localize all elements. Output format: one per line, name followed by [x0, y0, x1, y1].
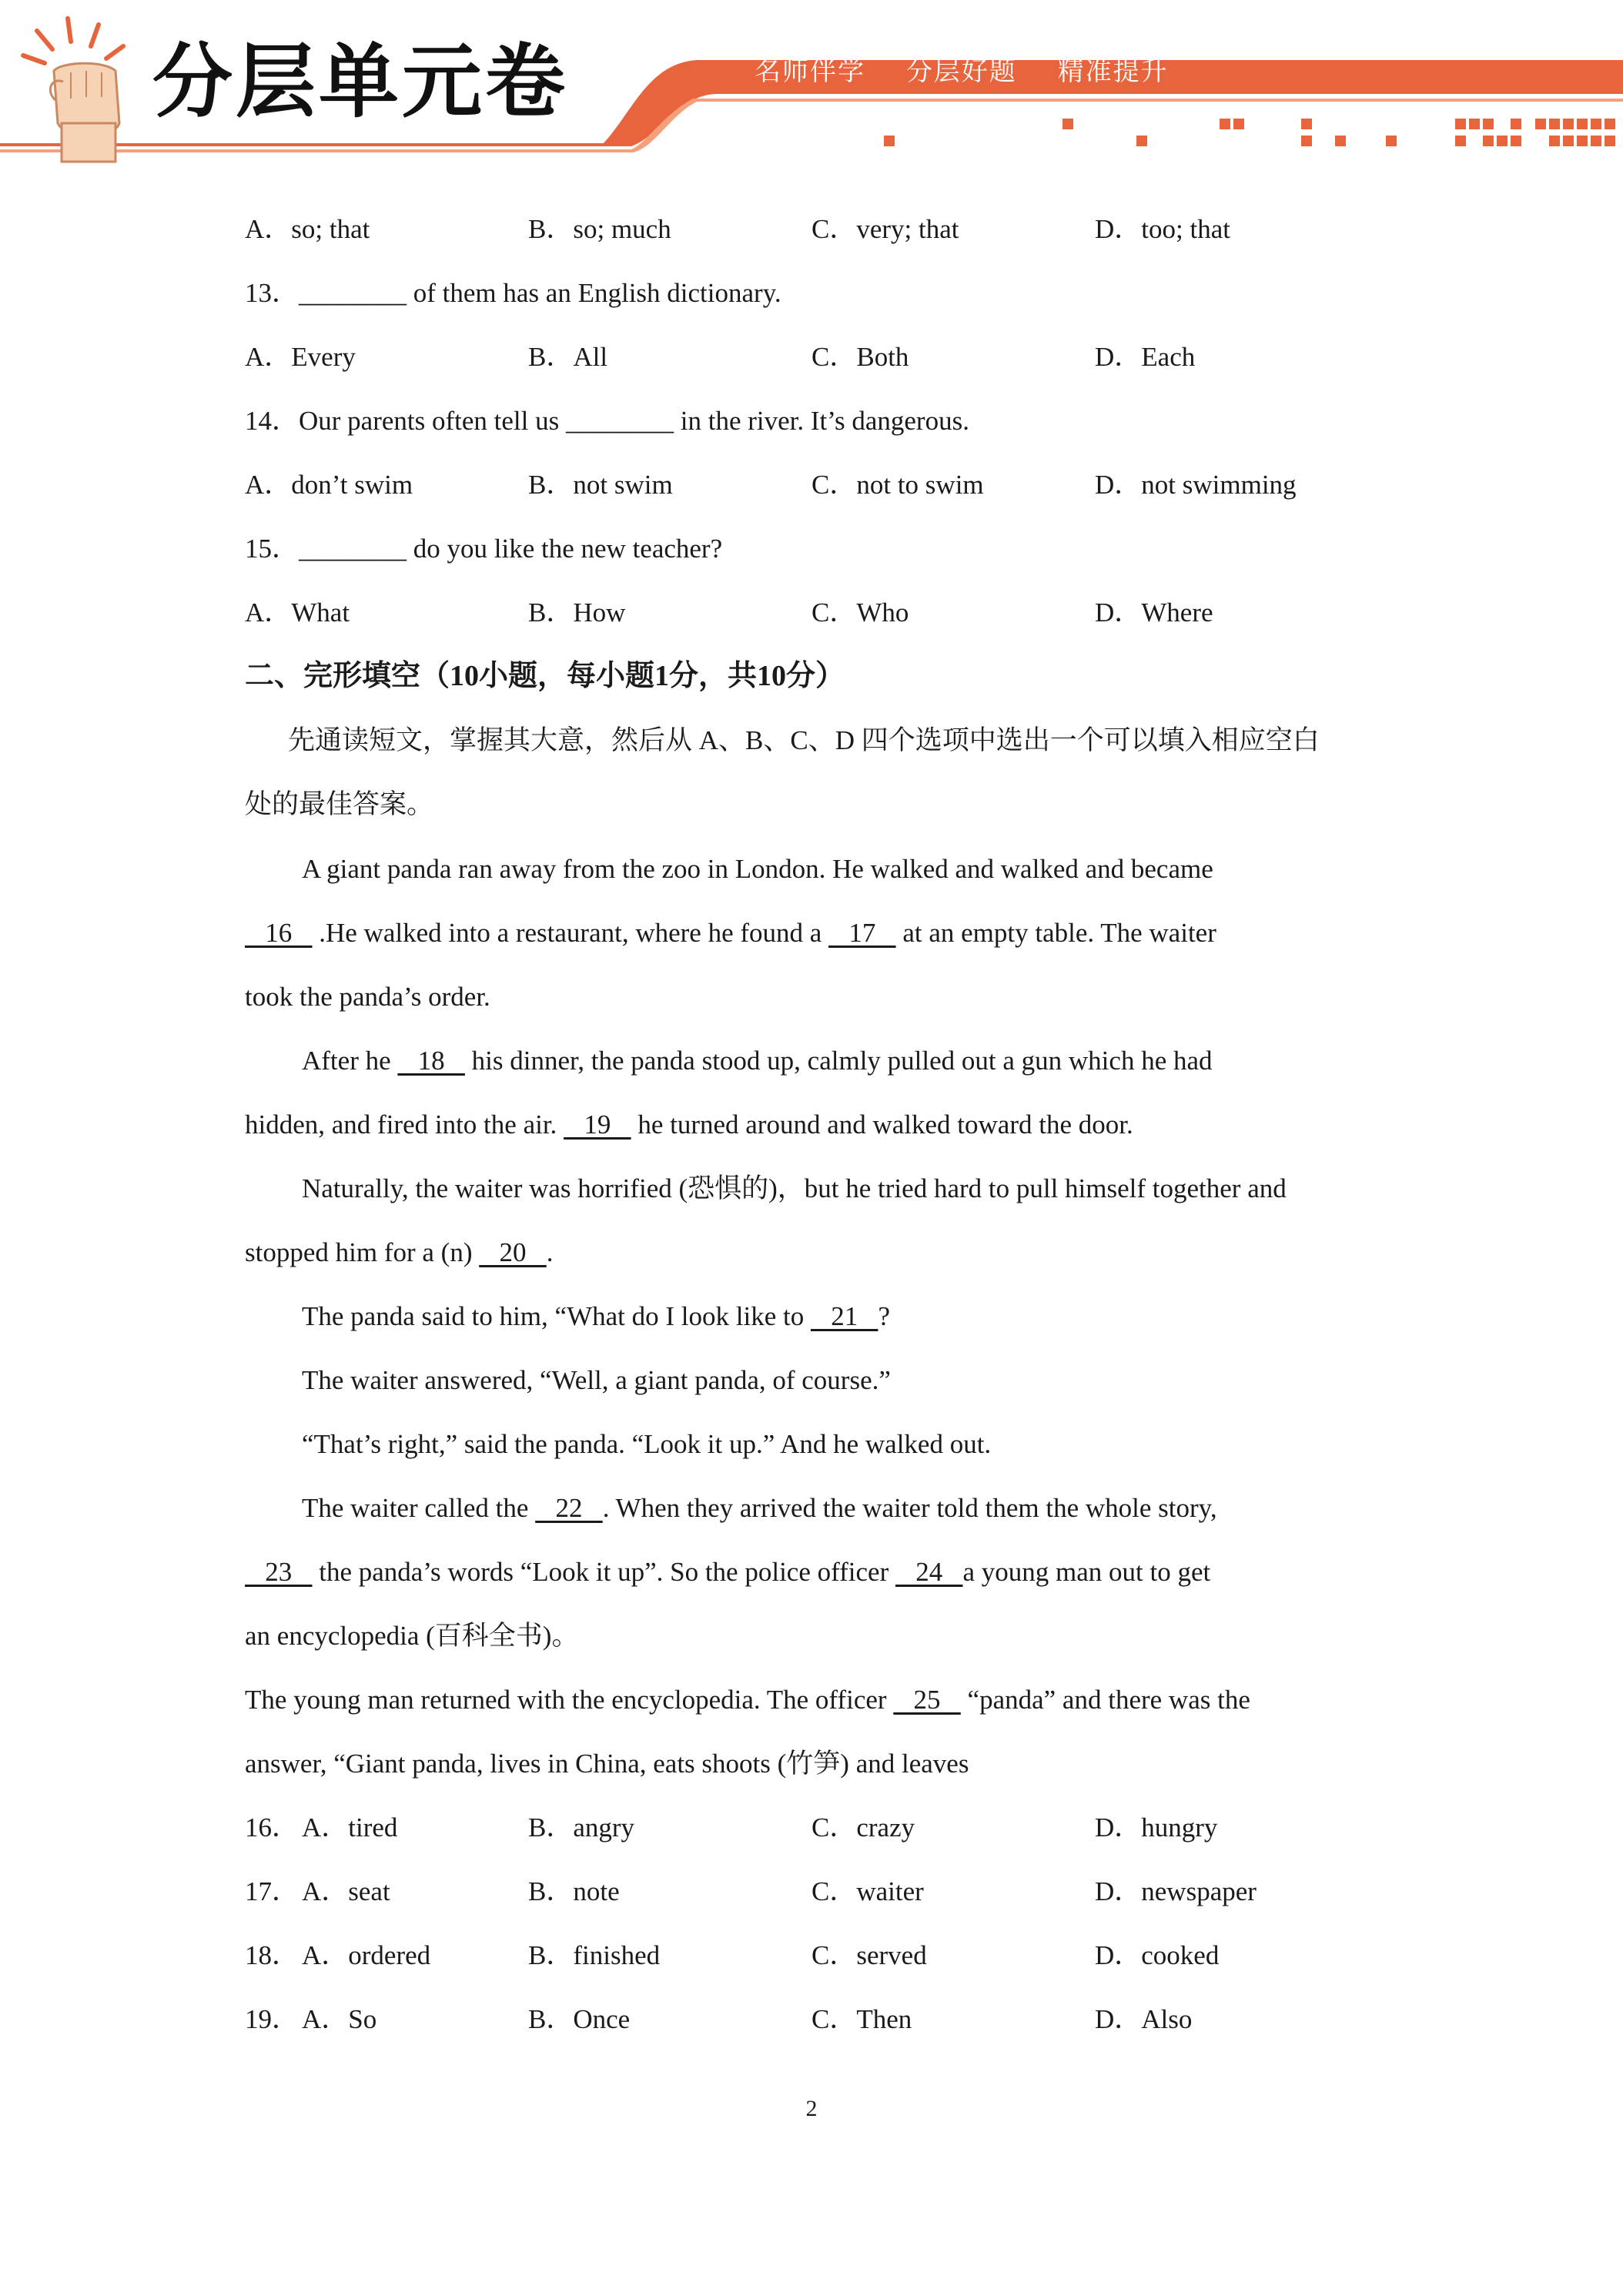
q15-stem [245, 534, 722, 564]
q19-option-a[interactable]: A．So [302, 2004, 377, 2034]
passage-text: The panda said to him, “What do I look like to [302, 1301, 811, 1331]
passage-line [245, 1237, 553, 1268]
question-text: 14．Our parents often tell us [245, 406, 566, 436]
slogan-1: 名师伴学 [755, 56, 865, 87]
question-number: 19． [245, 2004, 300, 2034]
q12-option-a[interactable]: A．so; that [245, 214, 370, 244]
q15-option-d[interactable]: D．Where [1095, 597, 1213, 628]
slogan-2: 分层好题 [905, 56, 1017, 87]
q19-option-d[interactable]: D．Also [1095, 2004, 1193, 2034]
blank-17[interactable]: 17 [828, 918, 896, 948]
brand-title: 分层单元卷 [152, 35, 569, 129]
q18-option-a[interactable]: A．ordered [302, 1940, 431, 1970]
passage-text: ? [878, 1301, 890, 1331]
passage-text: the panda’s words “Look it up”. So the police officer [312, 1557, 895, 1587]
q12-option-b[interactable]: B．so; much [528, 214, 671, 244]
slogan-3: 精准提升 [1057, 56, 1169, 87]
q12-option-d[interactable]: D．too; that [1095, 214, 1230, 244]
question-text: in the river. It’s dangerous. [674, 406, 969, 436]
page-header [0, 0, 1623, 177]
q14-option-c[interactable]: C．not to swim [812, 470, 984, 500]
q17-option-a[interactable]: A．seat [302, 1876, 390, 1906]
q13-stem [245, 278, 781, 309]
passage-line [302, 1493, 1217, 1524]
passage-line: A giant panda ran away from the zoo in London. He walked and walked and became [302, 854, 1213, 884]
q16-option-a[interactable]: A．tired [302, 1812, 398, 1842]
answer-blank: ________ [299, 278, 407, 308]
blank-18[interactable]: 18 [397, 1046, 465, 1076]
blank-25[interactable]: 25 [893, 1685, 961, 1715]
passage-line [245, 1557, 1210, 1588]
q16-option-b[interactable]: B．angry [528, 1812, 635, 1842]
question-number: 15． [245, 534, 300, 564]
passage-line: an encyclopedia (百科全书)。 [245, 1621, 579, 1651]
q15-option-a[interactable]: A．What [245, 597, 350, 628]
passage-text: After he [302, 1046, 398, 1076]
q13-option-c[interactable]: C．Both [812, 342, 909, 372]
passage-line [302, 1301, 890, 1332]
header-slogans [755, 56, 1200, 87]
passage-text: “panda” and there was the [960, 1685, 1250, 1715]
q19-option-c[interactable]: C．Then [812, 2004, 912, 2034]
passage-text: The waiter called the [302, 1493, 536, 1523]
passage-text: . [546, 1237, 554, 1267]
blank-16[interactable]: 16 [245, 918, 313, 948]
q15-option-c[interactable]: C．Who [812, 597, 909, 628]
q17-option-d[interactable]: D．newspaper [1095, 1876, 1257, 1906]
q14-stem [245, 406, 969, 437]
blank-19[interactable]: 19 [564, 1110, 631, 1140]
answer-blank: ________ [299, 534, 407, 564]
page-number: 2 [805, 2096, 818, 2121]
q19-option-b[interactable]: B．Once [528, 2004, 631, 2034]
blank-23[interactable]: 23 [245, 1557, 313, 1587]
section-instructions-line1: 先通读短文，掌握其大意，然后从 A、B、C、D 四个选项中选出一个可以填入相应空白 [288, 725, 1320, 755]
question-text: do you like the new teacher? [407, 534, 723, 564]
question-number: 13． [245, 278, 300, 308]
passage-line [245, 1110, 1133, 1140]
q12-option-c[interactable]: C．very; that [812, 214, 959, 244]
passage-text: hidden, and fired into the air. [245, 1110, 564, 1140]
blank-21[interactable]: 21 [810, 1301, 878, 1331]
q14-option-b[interactable]: B．not swim [528, 470, 673, 500]
passage-line [245, 1685, 1250, 1715]
passage-line: Naturally, the waiter was horrified (恐惧的)，but he tried hard to pull himself together and [302, 1173, 1287, 1203]
passage-text: . When they arrived the waiter told them the whole story, [602, 1493, 1217, 1523]
question-number: 18． [245, 1940, 300, 1970]
q14-option-a[interactable]: A．don’t swim [245, 470, 413, 500]
passage-line: “That’s right,” said the panda. “Look it up.” And he walked out. [302, 1429, 992, 1459]
passage-text: .He walked into a restaurant, where he found a [312, 918, 829, 948]
passage-line [245, 918, 1216, 949]
q18-option-c[interactable]: C．served [812, 1940, 927, 1970]
passage-line: The waiter answered, “Well, a giant panda, of course.” [302, 1365, 891, 1395]
q17-option-b[interactable]: B．note [528, 1876, 620, 1906]
q17-option-c[interactable]: C．waiter [812, 1876, 924, 1906]
question-number: 17． [245, 1876, 300, 1906]
q18-option-d[interactable]: D．cooked [1095, 1940, 1220, 1970]
q16-option-d[interactable]: D．hungry [1095, 1812, 1218, 1842]
passage-line: answer, “Giant panda, lives in China, eats shoots (竹笋) and leaves [245, 1749, 969, 1779]
q18-option-b[interactable]: B．finished [528, 1940, 661, 1970]
blank-24[interactable]: 24 [895, 1557, 963, 1587]
q14-option-d[interactable]: D．not swimming [1095, 470, 1297, 500]
passage-text: he turned around and walked toward the door. [631, 1110, 1133, 1140]
section-instructions-line2: 处的最佳答案。 [245, 789, 434, 819]
passage-text: at an empty table. The waiter [895, 918, 1216, 948]
answer-blank: ________ [566, 406, 674, 436]
fist-logo-icon [8, 8, 154, 169]
q13-option-b[interactable]: B．All [528, 342, 608, 372]
blank-20[interactable]: 20 [479, 1237, 547, 1267]
passage-text: The young man returned with the encyclopedia. The officer [245, 1685, 894, 1715]
passage-line [302, 1046, 1213, 1076]
section-heading: 二、完形填空（10小题，每小题1分，共10分） [245, 660, 845, 692]
blank-22[interactable]: 22 [535, 1493, 603, 1523]
passage-text: a young man out to get [962, 1557, 1211, 1587]
q13-option-d[interactable]: D．Each [1095, 342, 1196, 372]
passage-text: stopped him for a (n) [245, 1237, 480, 1267]
passage-text: his dinner, the panda stood up, calmly pulled out a gun which he had [464, 1046, 1213, 1076]
q16-option-c[interactable]: C．crazy [812, 1812, 915, 1842]
question-text: of them has an English dictionary. [407, 278, 781, 308]
passage-line: took the panda’s order. [245, 982, 490, 1012]
question-number: 16． [245, 1812, 300, 1842]
q13-option-a[interactable]: A．Every [245, 342, 356, 372]
q15-option-b[interactable]: B．How [528, 597, 626, 628]
